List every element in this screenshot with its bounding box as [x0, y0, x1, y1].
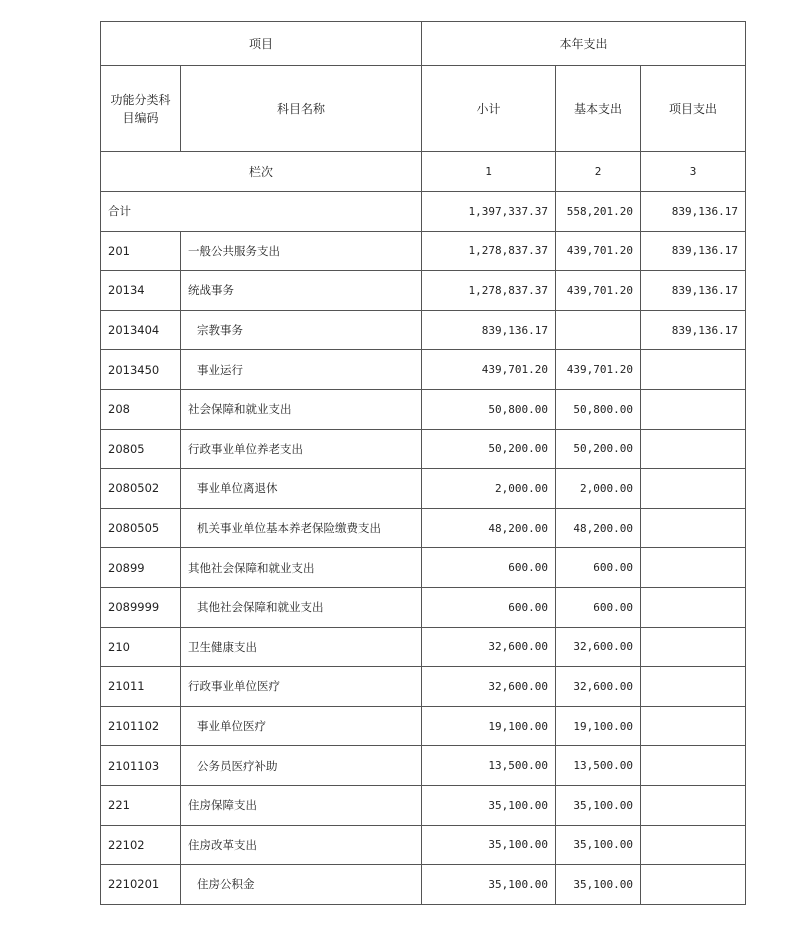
table-row: [101, 508, 746, 548]
row-basic: 2,000.00: [556, 469, 641, 509]
row-code: 20805: [101, 429, 181, 469]
row-basic: 35,100.00: [556, 825, 641, 865]
row-subtotal: 1,278,837.37: [422, 271, 556, 311]
row-code: 22102: [101, 825, 181, 865]
row-name: 卫生健康支出: [181, 627, 422, 667]
row-subtotal: 19,100.00: [422, 706, 556, 746]
row-subtotal: 600.00: [422, 587, 556, 627]
row-code: 210: [101, 627, 181, 667]
header-func-code: 功能分类科目编码: [101, 66, 181, 152]
row-basic: 32,600.00: [556, 667, 641, 707]
row-subtotal: 13,500.00: [422, 746, 556, 786]
row-project: [641, 429, 746, 469]
table-row: [101, 706, 746, 746]
expenditure-table: [100, 21, 746, 905]
row-subtotal: 32,600.00: [422, 667, 556, 707]
row-code: 20899: [101, 548, 181, 588]
row-subtotal: 439,701.20: [422, 350, 556, 390]
row-name: 事业单位医疗: [181, 706, 422, 746]
table-row: [101, 429, 746, 469]
row-code: 2013404: [101, 310, 181, 350]
header-row-1: [101, 22, 746, 66]
header-subtotal: 小计: [422, 66, 556, 152]
row-basic: 439,701.20: [556, 350, 641, 390]
row-project: [641, 865, 746, 905]
row-subtotal: 35,100.00: [422, 825, 556, 865]
table-row: [101, 469, 746, 509]
header-row-2: [101, 66, 746, 152]
total-subtotal: 1,397,337.37: [422, 192, 556, 232]
row-code: 2089999: [101, 587, 181, 627]
row-name: 行政事业单位养老支出: [181, 429, 422, 469]
row-code: 2013450: [101, 350, 181, 390]
row-basic: 35,100.00: [556, 865, 641, 905]
table-row: [101, 310, 746, 350]
row-code: 2080502: [101, 469, 181, 509]
row-name: 住房公积金: [181, 865, 422, 905]
table-row: [101, 587, 746, 627]
row-name: 行政事业单位医疗: [181, 667, 422, 707]
row-subtotal: 32,600.00: [422, 627, 556, 667]
total-basic: 558,201.20: [556, 192, 641, 232]
table-row: [101, 825, 746, 865]
row-name: 统战事务: [181, 271, 422, 311]
row-basic: 32,600.00: [556, 627, 641, 667]
row-code: 208: [101, 389, 181, 429]
table-row: [101, 746, 746, 786]
row-basic: 50,200.00: [556, 429, 641, 469]
row-name: 其他社会保障和就业支出: [181, 587, 422, 627]
header-annual-expenditure: 本年支出: [422, 22, 746, 66]
row-project: [641, 706, 746, 746]
table-row: [101, 785, 746, 825]
row-project: [641, 587, 746, 627]
row-basic: 35,100.00: [556, 785, 641, 825]
row-project: [641, 548, 746, 588]
row-name: 社会保障和就业支出: [181, 389, 422, 429]
table-row: [101, 271, 746, 311]
row-name: 事业单位离退休: [181, 469, 422, 509]
row-project: [641, 350, 746, 390]
row-subtotal: 50,200.00: [422, 429, 556, 469]
row-basic: 48,200.00: [556, 508, 641, 548]
header-project: 项目: [101, 22, 422, 66]
row-name: 住房改革支出: [181, 825, 422, 865]
row-subtotal: 839,136.17: [422, 310, 556, 350]
row-basic: [556, 310, 641, 350]
header-project-exp: 项目支出: [641, 66, 746, 152]
total-row: [101, 192, 746, 232]
row-name: 住房保障支出: [181, 785, 422, 825]
row-basic: 439,701.20: [556, 271, 641, 311]
total-project: 839,136.17: [641, 192, 746, 232]
row-project: [641, 469, 746, 509]
row-subtotal: 600.00: [422, 548, 556, 588]
row-code: 2101102: [101, 706, 181, 746]
row-code: 20134: [101, 271, 181, 311]
header-basic: 基本支出: [556, 66, 641, 152]
row-basic: 13,500.00: [556, 746, 641, 786]
table-row: [101, 548, 746, 588]
row-subtotal: 35,100.00: [422, 865, 556, 905]
row-code: 221: [101, 785, 181, 825]
row-code: 2210201: [101, 865, 181, 905]
row-name: 其他社会保障和就业支出: [181, 548, 422, 588]
row-project: [641, 667, 746, 707]
row-project: 839,136.17: [641, 231, 746, 271]
row-name: 一般公共服务支出: [181, 231, 422, 271]
row-project: [641, 746, 746, 786]
row-code: 21011: [101, 667, 181, 707]
table-row: [101, 231, 746, 271]
row-project: [641, 389, 746, 429]
row-name: 机关事业单位基本养老保险缴费支出: [181, 508, 422, 548]
row-basic: 600.00: [556, 587, 641, 627]
row-project: [641, 785, 746, 825]
row-code: 201: [101, 231, 181, 271]
header-col3: 3: [641, 152, 746, 192]
row-project: 839,136.17: [641, 310, 746, 350]
row-basic: 600.00: [556, 548, 641, 588]
row-subtotal: 35,100.00: [422, 785, 556, 825]
row-subtotal: 1,278,837.37: [422, 231, 556, 271]
header-row-3: [101, 152, 746, 192]
row-name: 公务员医疗补助: [181, 746, 422, 786]
row-code: 2101103: [101, 746, 181, 786]
table-row: [101, 667, 746, 707]
row-basic: 19,100.00: [556, 706, 641, 746]
row-basic: 439,701.20: [556, 231, 641, 271]
row-subtotal: 50,800.00: [422, 389, 556, 429]
table-row: [101, 627, 746, 667]
row-name: 事业运行: [181, 350, 422, 390]
row-project: 839,136.17: [641, 271, 746, 311]
row-subtotal: 2,000.00: [422, 469, 556, 509]
row-subtotal: 48,200.00: [422, 508, 556, 548]
row-name: 宗教事务: [181, 310, 422, 350]
row-basic: 50,800.00: [556, 389, 641, 429]
table-row: [101, 865, 746, 905]
total-label: 合计: [101, 192, 422, 232]
header-subject-name: 科目名称: [181, 66, 422, 152]
row-project: [641, 508, 746, 548]
table-row: [101, 350, 746, 390]
header-col2: 2: [556, 152, 641, 192]
row-project: [641, 825, 746, 865]
row-project: [641, 627, 746, 667]
header-col1: 1: [422, 152, 556, 192]
row-code: 2080505: [101, 508, 181, 548]
header-column-order: 栏次: [101, 152, 422, 192]
table-row: [101, 389, 746, 429]
